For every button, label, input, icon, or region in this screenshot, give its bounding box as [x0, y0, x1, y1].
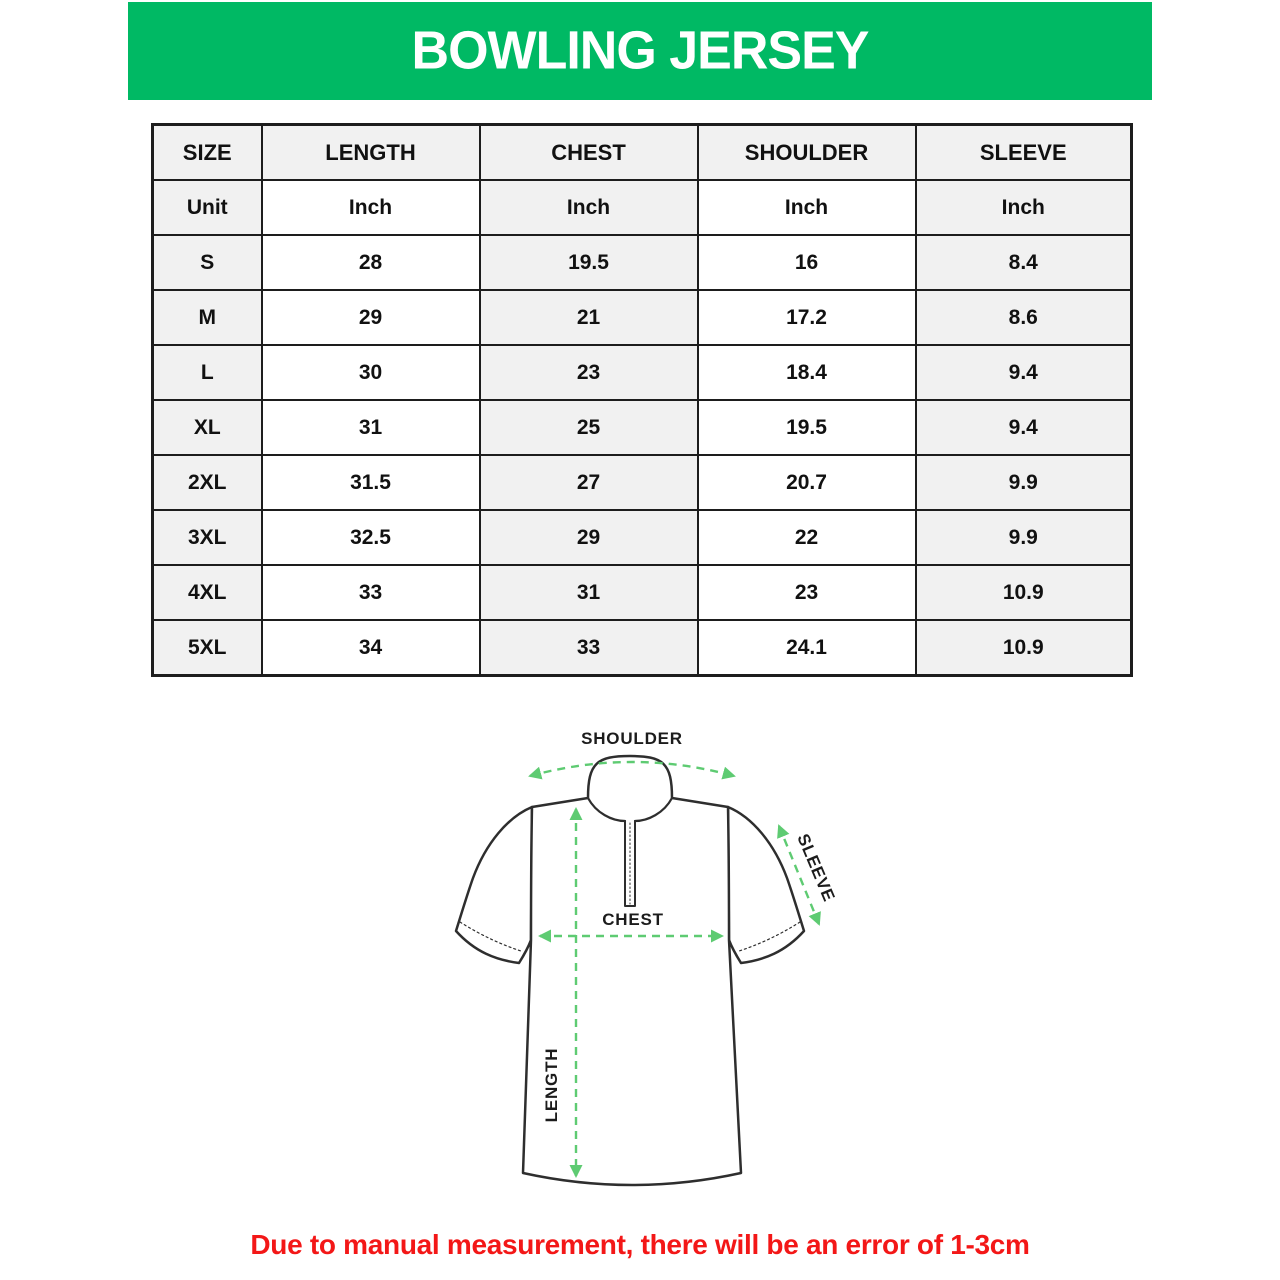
page-title: BOWLING JERSEY — [411, 20, 869, 82]
value-cell: 8.4 — [916, 235, 1132, 290]
value-cell: 31 — [480, 565, 698, 620]
value-cell: 16 — [698, 235, 916, 290]
size-cell: XL — [153, 400, 262, 455]
value-cell: 10.9 — [916, 565, 1132, 620]
left-sleeve — [456, 807, 532, 963]
size-cell: S — [153, 235, 262, 290]
column-header: SHOULDER — [698, 125, 916, 181]
value-cell: 29 — [262, 290, 480, 345]
title-banner — [128, 2, 1152, 100]
column-header: CHEST — [480, 125, 698, 181]
size-cell: 5XL — [153, 620, 262, 676]
value-cell: 17.2 — [698, 290, 916, 345]
value-cell: 19.5 — [698, 400, 916, 455]
value-cell: 21 — [480, 290, 698, 345]
value-cell: Inch — [262, 180, 480, 235]
value-cell: 33 — [480, 620, 698, 676]
table-row — [153, 510, 1132, 565]
value-cell: Inch — [916, 180, 1132, 235]
size-chart-body — [153, 180, 1132, 676]
jersey-outline-icon — [456, 756, 804, 1185]
value-cell: 9.4 — [916, 400, 1132, 455]
value-cell: 18.4 — [698, 345, 916, 400]
size-cell: Unit — [153, 180, 262, 235]
size-chart-container — [151, 123, 1133, 677]
value-cell: 33 — [262, 565, 480, 620]
length-label: LENGTH — [542, 1047, 561, 1123]
value-cell: 8.6 — [916, 290, 1132, 345]
table-row — [153, 400, 1132, 455]
table-row — [153, 290, 1132, 345]
value-cell: 30 — [262, 345, 480, 400]
value-cell: Inch — [480, 180, 698, 235]
value-cell: 24.1 — [698, 620, 916, 676]
column-header: SIZE — [153, 125, 262, 181]
table-row — [153, 345, 1132, 400]
value-cell: 23 — [480, 345, 698, 400]
value-cell: 27 — [480, 455, 698, 510]
value-cell: 9.4 — [916, 345, 1132, 400]
header-row — [153, 125, 1132, 181]
jersey-measurement-diagram — [420, 710, 880, 1230]
value-cell: 9.9 — [916, 510, 1132, 565]
sleeve-label: SLEEVE — [793, 831, 839, 905]
value-cell: 23 — [698, 565, 916, 620]
shoulder-label: SHOULDER — [581, 729, 683, 748]
value-cell: 10.9 — [916, 620, 1132, 676]
value-cell: 25 — [480, 400, 698, 455]
size-cell: 2XL — [153, 455, 262, 510]
value-cell: 34 — [262, 620, 480, 676]
value-cell: 19.5 — [480, 235, 698, 290]
value-cell: 28 — [262, 235, 480, 290]
size-cell: M — [153, 290, 262, 345]
right-sleeve — [728, 807, 804, 963]
value-cell: 31 — [262, 400, 480, 455]
value-cell: 9.9 — [916, 455, 1132, 510]
size-cell: L — [153, 345, 262, 400]
value-cell: 29 — [480, 510, 698, 565]
table-row — [153, 455, 1132, 510]
measurement-disclaimer: Due to manual measurement, there will be an error of 1-3cm — [250, 1229, 1030, 1260]
table-row — [153, 235, 1132, 290]
column-header: LENGTH — [262, 125, 480, 181]
value-cell: 31.5 — [262, 455, 480, 510]
value-cell: 22 — [698, 510, 916, 565]
value-cell: Inch — [698, 180, 916, 235]
table-row — [153, 565, 1132, 620]
value-cell: 20.7 — [698, 455, 916, 510]
size-cell: 4XL — [153, 565, 262, 620]
value-cell: 32.5 — [262, 510, 480, 565]
size-chart-header — [153, 125, 1132, 181]
table-row — [153, 620, 1132, 676]
chest-label: CHEST — [602, 910, 664, 929]
size-chart-table — [151, 123, 1133, 677]
size-cell: 3XL — [153, 510, 262, 565]
table-row — [153, 180, 1132, 235]
column-header: SLEEVE — [916, 125, 1132, 181]
